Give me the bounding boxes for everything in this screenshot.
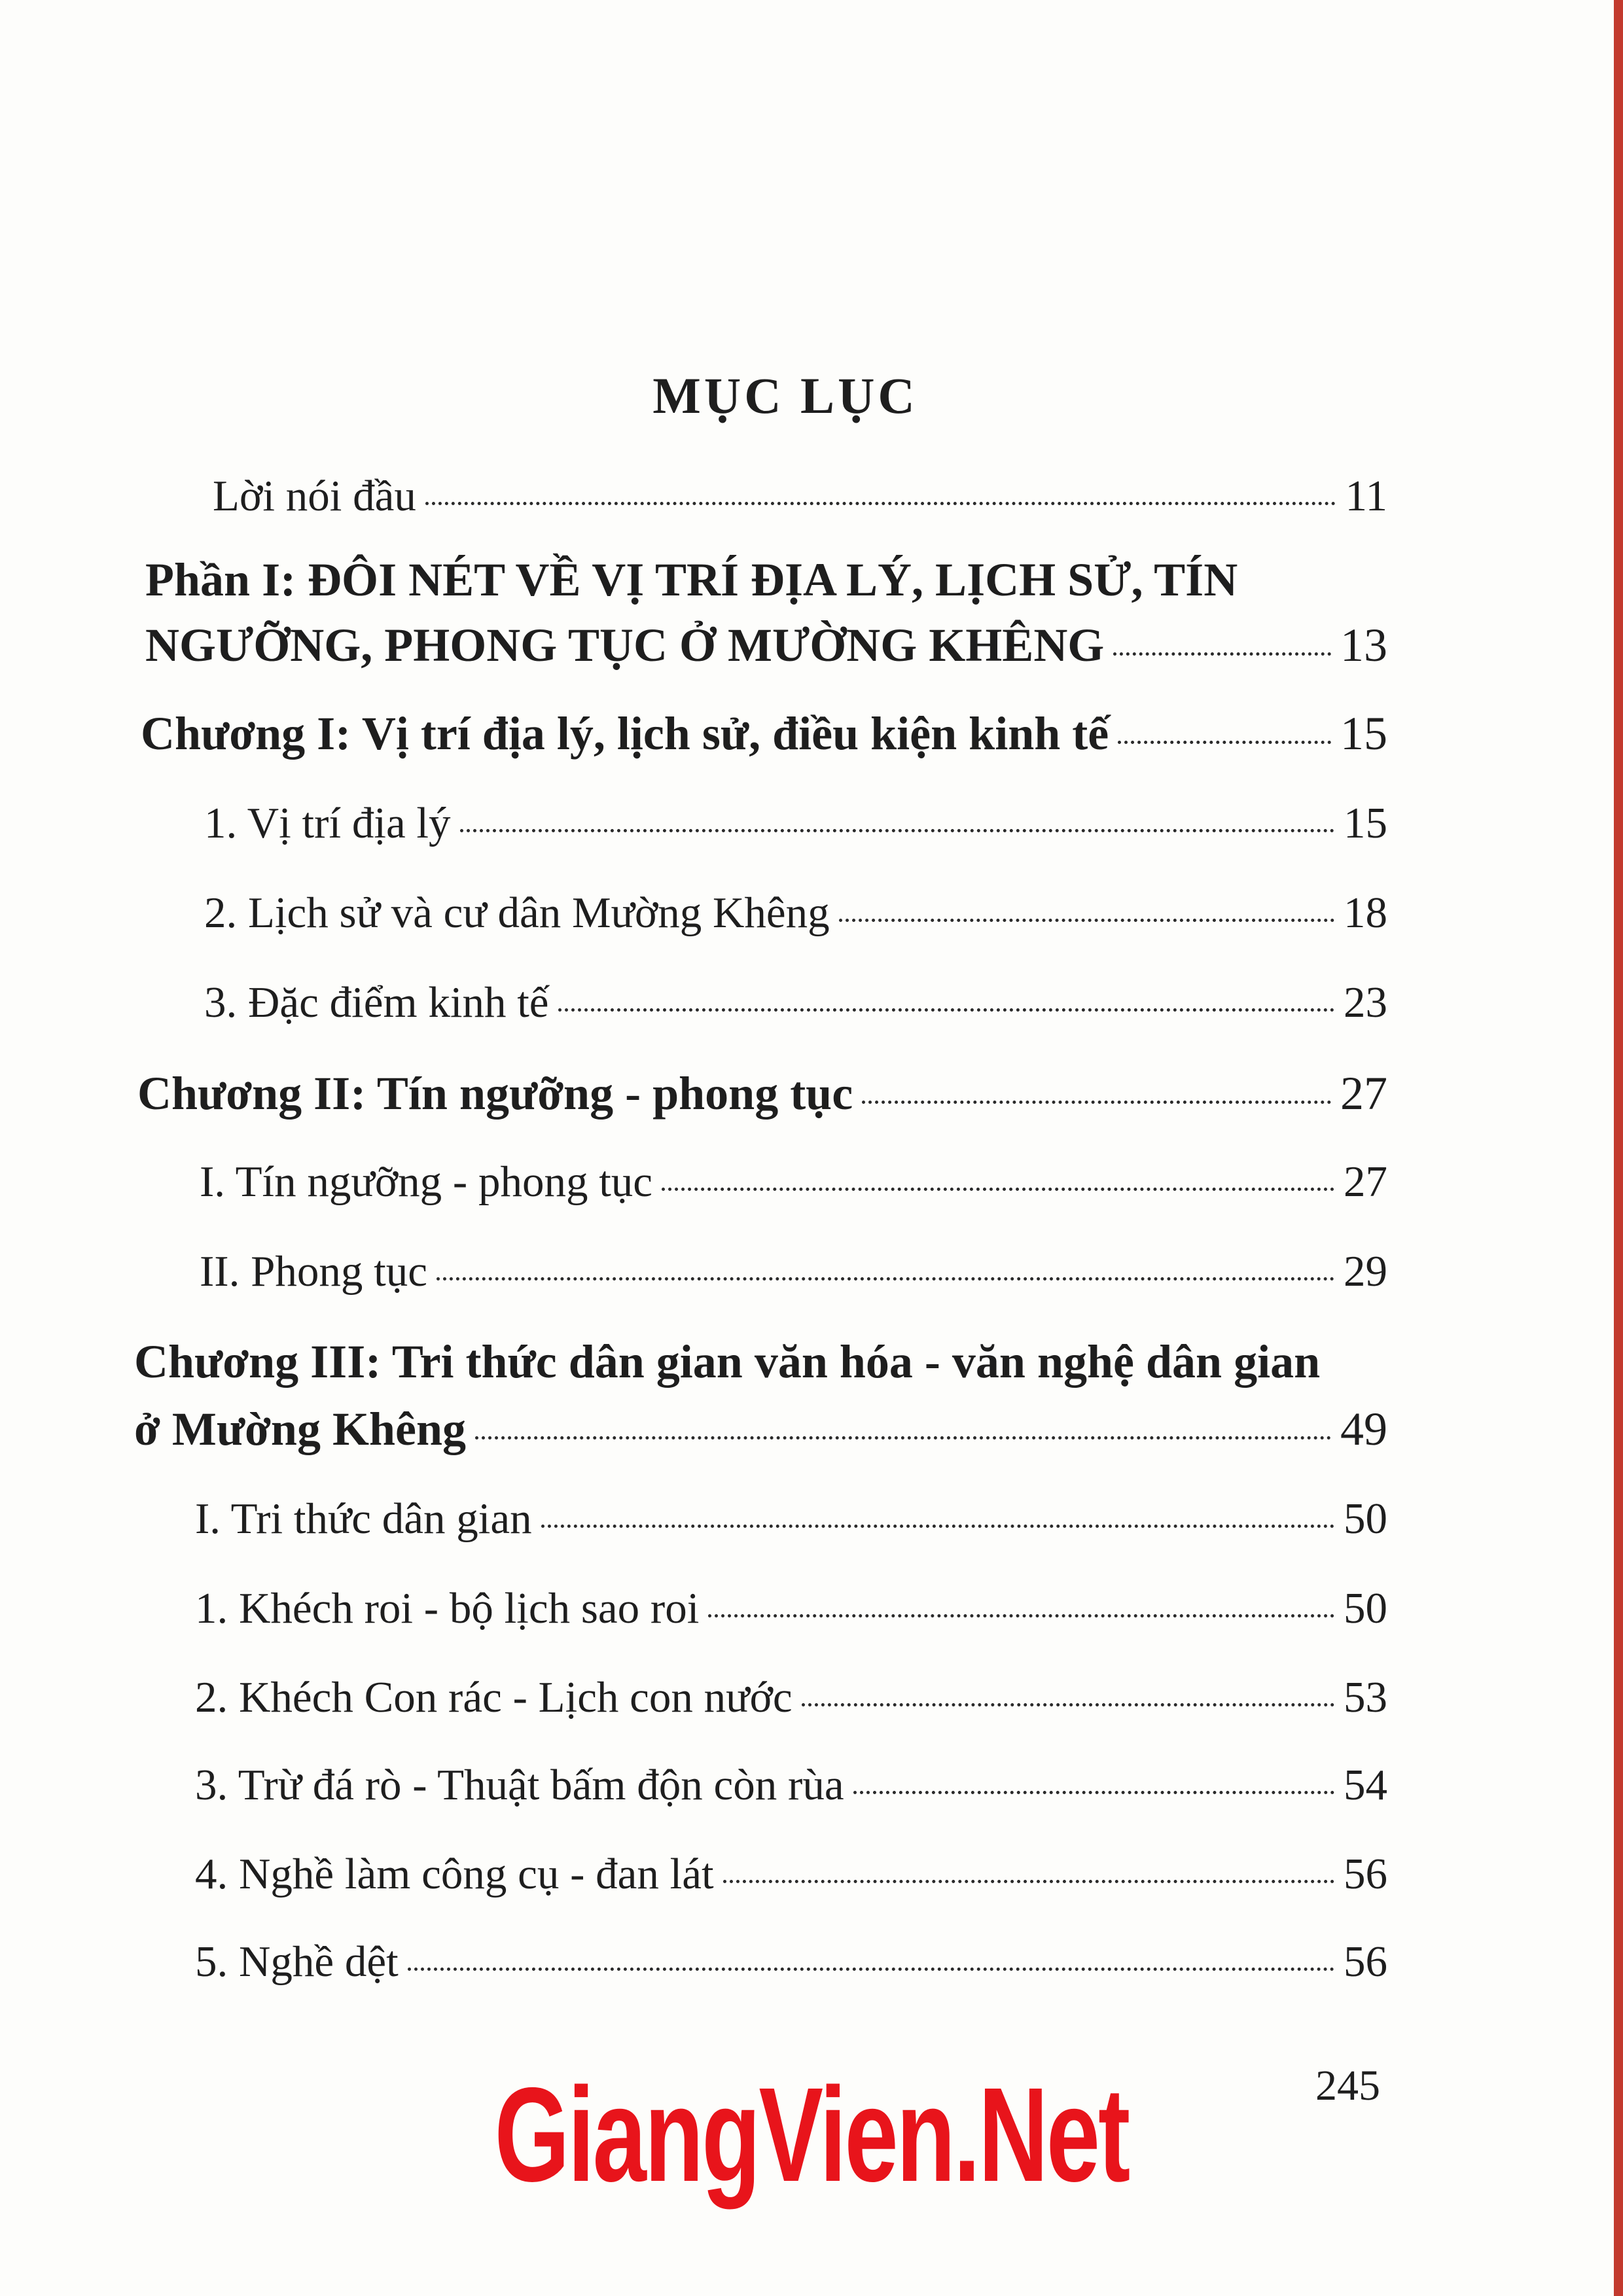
dot-leader xyxy=(1118,741,1331,744)
dot-leader xyxy=(662,1188,1334,1191)
toc-entry-1-1[interactable] xyxy=(204,798,1387,849)
dot-leader xyxy=(1113,652,1331,656)
toc-entry-1-2[interactable] xyxy=(204,888,1387,938)
toc-entry-page: 54 xyxy=(1344,1761,1387,1809)
toc-entry-label: 4. Nghề làm công cụ - đan lát xyxy=(195,1850,714,1898)
toc-entry-chapter1[interactable] xyxy=(141,707,1387,761)
toc-entry-label: II. Phong tục xyxy=(200,1247,427,1296)
toc-entry-label: I. Tín ngưỡng - phong tục xyxy=(200,1157,653,1206)
toc-entry-1-3[interactable] xyxy=(204,978,1387,1028)
dot-leader xyxy=(802,1703,1334,1706)
dot-leader xyxy=(708,1614,1334,1617)
toc-entry-page: 15 xyxy=(1344,799,1387,847)
toc-entry-label: NGƯỠNG, PHONG TỤC Ở MƯỜNG KHÊNG xyxy=(145,619,1105,671)
page-number: 245 xyxy=(1315,2062,1380,2110)
toc-entry-part1[interactable] xyxy=(145,618,1387,673)
toc-entry-3-1-3[interactable] xyxy=(195,1760,1387,1810)
dot-leader xyxy=(460,829,1334,832)
toc-entry-label: 2. Lịch sử và cư dân Mường Khêng xyxy=(204,889,830,937)
toc-entry-label: Lời nói đầu xyxy=(213,472,416,520)
toc-entry-label: I. Tri thức dân gian xyxy=(195,1494,532,1543)
toc-entry-label: 5. Nghề dệt xyxy=(195,1937,399,1986)
toc-entry-chapter2[interactable] xyxy=(137,1067,1387,1121)
toc-entry-3-1[interactable] xyxy=(195,1494,1387,1544)
toc-entry-preface[interactable] xyxy=(213,471,1387,521)
toc-entry-label: 2. Khéch Con rác - Lịch con nước xyxy=(195,1673,793,1722)
toc-entry-label: 3. Trừ đá rò - Thuật bấm độn còn rùa xyxy=(195,1761,844,1809)
toc-entry-3-1-5[interactable] xyxy=(195,1937,1387,1987)
dot-leader xyxy=(862,1101,1331,1104)
dot-leader xyxy=(723,1880,1334,1883)
dot-leader xyxy=(425,502,1336,505)
toc-entry-page: 23 xyxy=(1344,978,1387,1027)
watermark-logo: GiangVien.Net xyxy=(494,2060,1129,2210)
toc-entry-2-2[interactable] xyxy=(200,1246,1387,1297)
toc-entry-page: 29 xyxy=(1344,1247,1387,1296)
toc-entry-2-1[interactable] xyxy=(200,1157,1387,1207)
toc-entry-chapter3[interactable] xyxy=(134,1402,1387,1457)
dot-leader xyxy=(475,1436,1331,1439)
toc-entry-label: Chương II: Tín ngưỡng - phong tục xyxy=(137,1067,853,1120)
toc-entry-page: 11 xyxy=(1345,472,1387,520)
toc-title: MỤC LỤC xyxy=(652,367,918,424)
toc-entry-page: 27 xyxy=(1344,1157,1387,1206)
toc-entry-label: 1. Vị trí địa lý xyxy=(204,799,451,847)
dot-leader xyxy=(839,919,1334,922)
toc-entry-label: 1. Khéch roi - bộ lịch sao roi xyxy=(195,1584,700,1633)
dot-leader xyxy=(437,1277,1334,1280)
toc-entry-label: ở Mường Khêng xyxy=(134,1403,466,1455)
dot-leader xyxy=(541,1525,1334,1528)
toc-entry-page: 13 xyxy=(1340,619,1387,671)
toc-entry-page: 56 xyxy=(1344,1937,1387,1986)
toc-entry-page: 56 xyxy=(1344,1850,1387,1898)
toc-entry-page: 50 xyxy=(1344,1584,1387,1633)
toc-entry-3-1-4[interactable] xyxy=(195,1849,1387,1899)
toc-entry-part1-line1: Phần I: ĐÔI NÉT VỀ VỊ TRÍ ĐỊA LÝ, LỊCH SỬ, TÍN xyxy=(145,554,1238,606)
toc-entry-3-1-1[interactable] xyxy=(195,1583,1387,1634)
toc-entry-chapter3-line1: Chương III: Tri thức dân gian văn hóa - văn nghệ dân gian xyxy=(134,1335,1321,1388)
toc-entry-page: 18 xyxy=(1344,889,1387,937)
toc-entry-3-1-2[interactable] xyxy=(195,1672,1387,1723)
toc-entry-page: 53 xyxy=(1344,1673,1387,1722)
dot-leader xyxy=(558,1008,1334,1012)
dot-leader xyxy=(853,1791,1334,1794)
dot-leader xyxy=(408,1968,1334,1971)
toc-entry-page: 27 xyxy=(1340,1067,1387,1120)
toc-entry-label: Chương I: Vị trí địa lý, lịch sử, điều kiện kinh tế xyxy=(141,707,1109,760)
toc-entry-page: 49 xyxy=(1340,1403,1387,1455)
toc-entry-page: 50 xyxy=(1344,1494,1387,1543)
toc-entry-label: 3. Đặc điểm kinh tế xyxy=(204,978,549,1027)
toc-entry-page: 15 xyxy=(1340,707,1387,760)
